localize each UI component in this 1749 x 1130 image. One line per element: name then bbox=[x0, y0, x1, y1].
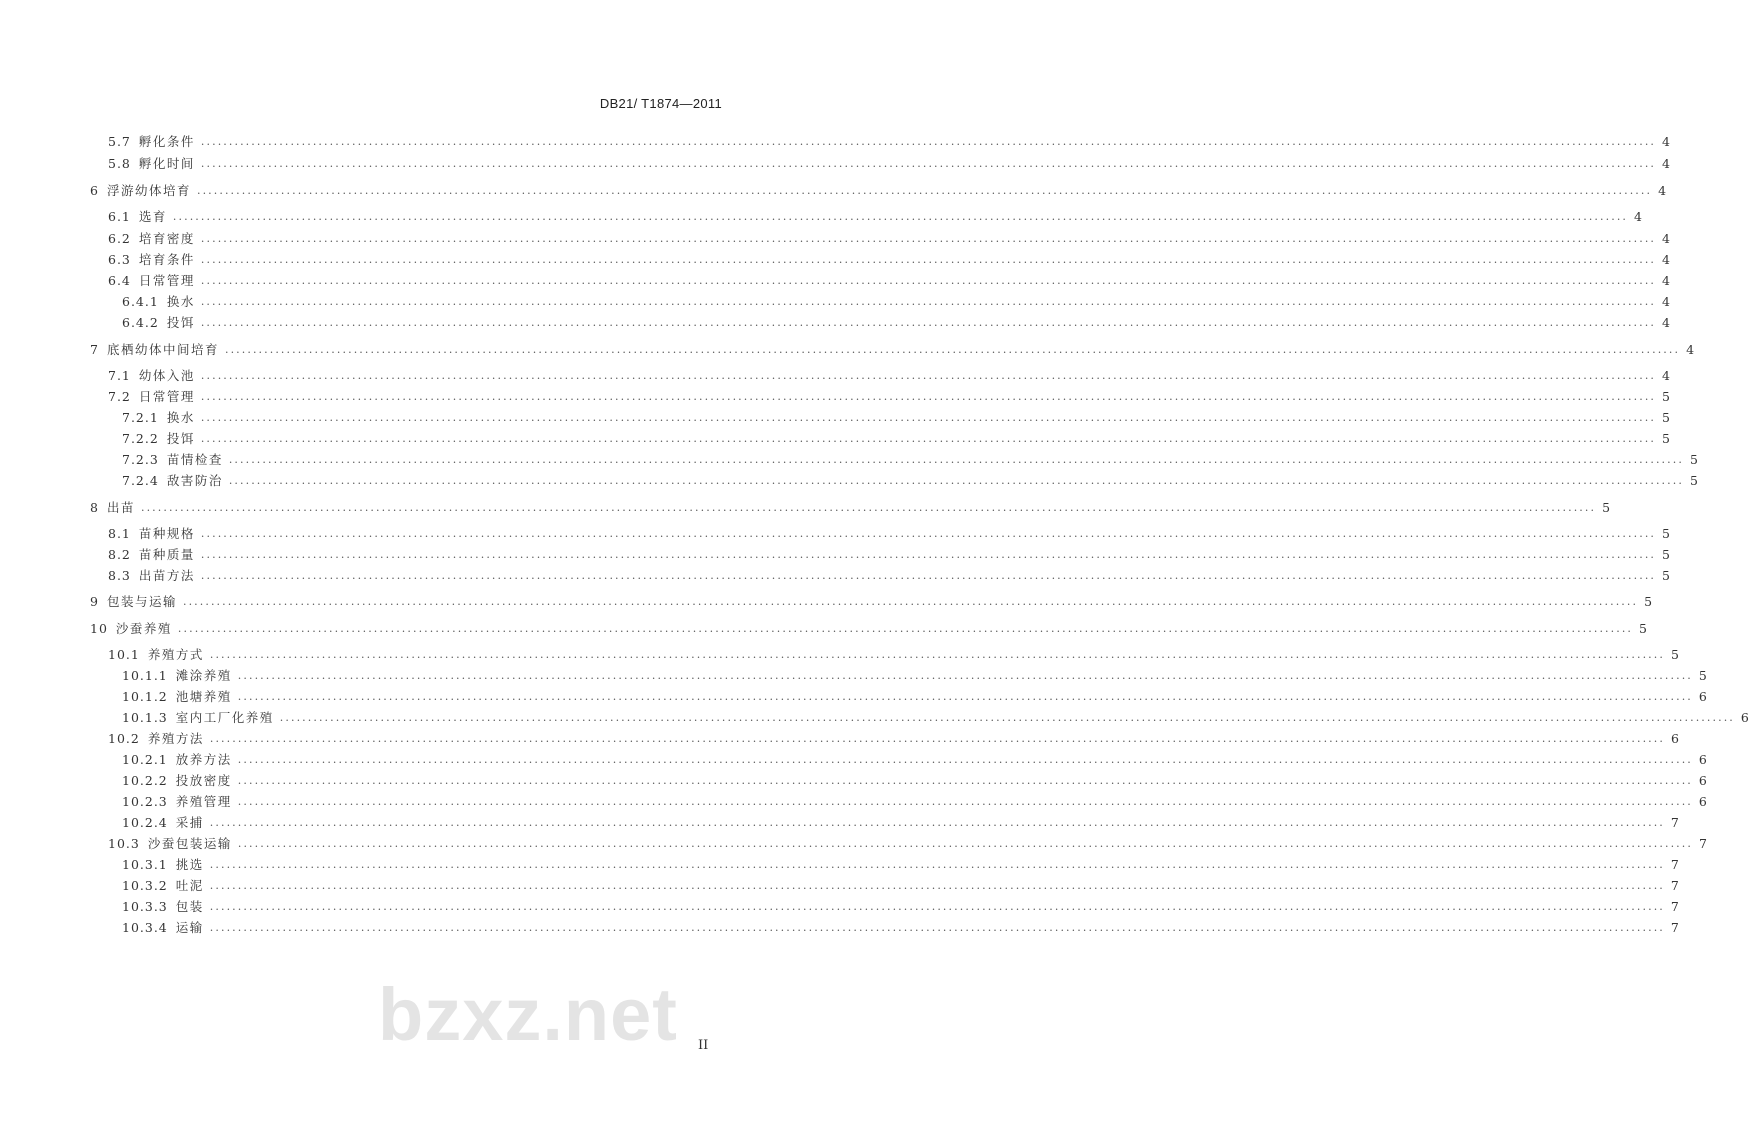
toc-entry-line bbox=[90, 182, 1667, 200]
toc-entry-line bbox=[122, 919, 1679, 937]
toc-entry-title: 投饵 bbox=[166, 431, 195, 446]
toc-entry-title: 养殖管理 bbox=[175, 794, 232, 809]
toc-entry-title: 挑选 bbox=[175, 857, 204, 872]
toc-leader-dots: .................................................................................................................................................................................................................................................................... bbox=[209, 858, 1665, 871]
toc-entry-number: 6.4.2 bbox=[122, 315, 159, 330]
toc-entry-line bbox=[108, 546, 1670, 564]
toc-leader-dots: .................................................................................................................................................................................................................................................................... bbox=[200, 548, 1657, 561]
toc-leader-dots: .................................................................................................................................................................................................................................................................... bbox=[209, 900, 1665, 913]
toc-entry[interactable] bbox=[0, 646, 1679, 664]
toc-entry-page: 4 bbox=[1686, 342, 1695, 357]
toc-entry-line bbox=[108, 388, 1670, 406]
toc-leader-dots: .................................................................................................................................................................................................................................................................... bbox=[279, 711, 1735, 724]
toc-entry-number: 9 bbox=[90, 594, 99, 609]
toc-entry-page: 7 bbox=[1670, 857, 1679, 872]
toc-entry[interactable] bbox=[0, 835, 1707, 853]
toc-leader-dots: .................................................................................................................................................................................................................................................................... bbox=[172, 210, 1629, 223]
toc-entry-line bbox=[108, 230, 1670, 248]
toc-entry-title: 投放密度 bbox=[175, 773, 232, 788]
toc-entry-title: 养殖方法 bbox=[147, 731, 204, 746]
toc-entry-title: 换水 bbox=[166, 294, 195, 309]
toc-entry-number: 10.3.2 bbox=[122, 878, 168, 893]
toc-leader-dots: .................................................................................................................................................................................................................................................................... bbox=[209, 921, 1665, 934]
toc-entry-line bbox=[122, 814, 1679, 832]
toc-entry-title: 苗种质量 bbox=[138, 547, 195, 562]
toc-entry-page: 5 bbox=[1662, 526, 1670, 541]
toc-entry[interactable] bbox=[0, 919, 1679, 937]
toc-entry-page: 7 bbox=[1670, 920, 1679, 935]
toc-entry[interactable] bbox=[0, 856, 1679, 874]
toc-entry-title: 包装与运输 bbox=[106, 594, 177, 609]
toc-entry[interactable] bbox=[0, 593, 1653, 611]
toc-entry-number: 7 bbox=[90, 342, 99, 357]
toc-entry-page: 7 bbox=[1670, 878, 1679, 893]
toc-entry-line bbox=[122, 793, 1707, 811]
toc-entry-title: 运输 bbox=[175, 920, 204, 935]
toc-entry[interactable] bbox=[0, 367, 1670, 385]
toc-entry-number: 10.2.3 bbox=[122, 794, 168, 809]
toc-entry-title: 培育条件 bbox=[138, 252, 195, 267]
toc-entry-number: 7.2.4 bbox=[122, 473, 159, 488]
toc-leader-dots: .................................................................................................................................................................................................................................................................... bbox=[200, 274, 1657, 287]
toc-entry-page: 5 bbox=[1639, 621, 1647, 636]
toc-leader-dots: .................................................................................................................................................................................................................................................................... bbox=[237, 774, 1693, 787]
toc-entry-page: 6 bbox=[1740, 710, 1749, 725]
toc-entry-page: 4 bbox=[1661, 315, 1670, 330]
toc-leader-dots: .................................................................................................................................................................................................................................................................... bbox=[224, 343, 1681, 356]
toc-leader-dots: .................................................................................................................................................................................................................................................................... bbox=[200, 157, 1657, 170]
toc-entry-title: 包装 bbox=[175, 899, 204, 914]
toc-entry[interactable] bbox=[0, 772, 1707, 790]
toc-entry-number: 8.2 bbox=[108, 547, 131, 562]
toc-entry-number: 10.3 bbox=[108, 836, 140, 851]
toc-entry-page: 6 bbox=[1698, 689, 1707, 704]
toc-entry[interactable] bbox=[0, 898, 1679, 916]
toc-leader-dots: .................................................................................................................................................................................................................................................................... bbox=[209, 879, 1665, 892]
toc-entry[interactable] bbox=[0, 877, 1679, 895]
toc-entry-line bbox=[122, 430, 1670, 448]
toc-entry-page: 6 bbox=[1698, 752, 1707, 767]
toc-entry-line bbox=[108, 272, 1670, 290]
toc-entry[interactable] bbox=[0, 709, 1749, 727]
toc-leader-dots: .................................................................................................................................................................................................................................................................... bbox=[237, 753, 1693, 766]
toc-entry-page: 7 bbox=[1698, 836, 1707, 851]
toc-entry[interactable] bbox=[0, 546, 1670, 564]
toc-entry-page: 4 bbox=[1662, 156, 1670, 171]
toc-entry-line bbox=[122, 314, 1670, 332]
toc-entry-number: 10.2.1 bbox=[122, 752, 168, 767]
toc-entry-line bbox=[122, 709, 1749, 727]
toc-entry-title: 养殖方式 bbox=[147, 647, 204, 662]
toc-entry[interactable] bbox=[0, 341, 1695, 359]
toc-entry-title: 采捕 bbox=[175, 815, 204, 830]
toc-entry-title: 换水 bbox=[166, 410, 195, 425]
toc-entry-page: 5 bbox=[1689, 473, 1698, 488]
toc-entry-number: 6.1 bbox=[108, 209, 131, 224]
toc-entry-line bbox=[108, 525, 1670, 543]
toc-entry-number: 5.7 bbox=[108, 134, 131, 149]
toc-leader-dots: .................................................................................................................................................................................................................................................................... bbox=[200, 316, 1656, 329]
toc-leader-dots: .................................................................................................................................................................................................................................................................... bbox=[182, 595, 1639, 608]
toc-entry-line bbox=[108, 251, 1670, 269]
toc-entry-number: 10.1.2 bbox=[122, 689, 168, 704]
toc-entry-title: 投饵 bbox=[166, 315, 195, 330]
toc-entry[interactable] bbox=[0, 272, 1670, 290]
toc-entry-number: 7.1 bbox=[108, 368, 131, 383]
toc-leader-dots: .................................................................................................................................................................................................................................................................... bbox=[200, 569, 1657, 582]
toc-leader-dots: .................................................................................................................................................................................................................................................................... bbox=[209, 732, 1665, 745]
toc-leader-dots: .................................................................................................................................................................................................................................................................... bbox=[237, 690, 1693, 703]
toc-entry-title: 苗情检查 bbox=[166, 452, 223, 467]
toc-entry-line bbox=[122, 293, 1670, 311]
toc-entry-number: 8.1 bbox=[108, 526, 131, 541]
toc-entry-title: 孵化条件 bbox=[138, 134, 195, 149]
toc-entry-page: 4 bbox=[1662, 231, 1670, 246]
page-number: II bbox=[698, 1038, 709, 1053]
toc-entry-number: 7.2.1 bbox=[122, 410, 159, 425]
toc-entry-number: 7.2.2 bbox=[122, 431, 159, 446]
toc-entry[interactable] bbox=[0, 230, 1670, 248]
toc-entry-title: 选育 bbox=[138, 209, 167, 224]
toc-entry[interactable] bbox=[0, 155, 1670, 173]
toc-entry[interactable] bbox=[0, 567, 1670, 585]
toc-entry-page: 7 bbox=[1670, 899, 1679, 914]
toc-entry-number: 10.3.3 bbox=[122, 899, 168, 914]
toc-entry[interactable] bbox=[0, 472, 1698, 490]
toc-leader-dots: .................................................................................................................................................................................................................................................................... bbox=[237, 669, 1693, 682]
toc-entry-line bbox=[90, 341, 1695, 359]
toc-entry[interactable] bbox=[0, 251, 1670, 269]
toc-leader-dots: .................................................................................................................................................................................................................................................................... bbox=[200, 411, 1656, 424]
toc-leader-dots: .................................................................................................................................................................................................................................................................... bbox=[200, 527, 1657, 540]
watermark: bzxz.net bbox=[378, 973, 678, 1056]
toc-entry-page: 5 bbox=[1662, 568, 1670, 583]
toc-entry-title: 沙蚕包装运输 bbox=[147, 836, 232, 851]
toc-entry-number: 6.3 bbox=[108, 252, 131, 267]
toc-entry-page: 4 bbox=[1662, 273, 1670, 288]
toc-entry[interactable] bbox=[0, 751, 1707, 769]
toc-entry-number: 10.3.1 bbox=[122, 857, 168, 872]
toc-entry-title: 敌害防治 bbox=[166, 473, 223, 488]
toc-entry-page: 5 bbox=[1689, 452, 1698, 467]
toc-entry-line bbox=[122, 451, 1698, 469]
toc-entry-line bbox=[122, 856, 1679, 874]
toc-entry-number: 10.2.4 bbox=[122, 815, 168, 830]
standard-code: DB21/ T1874—2011 bbox=[599, 96, 722, 111]
toc-entry-number: 10 bbox=[90, 621, 108, 636]
toc-entry-number: 10.2.2 bbox=[122, 773, 168, 788]
toc-entry-page: 5 bbox=[1670, 647, 1679, 662]
toc-entry-title: 放养方法 bbox=[175, 752, 232, 767]
toc-entry[interactable] bbox=[0, 388, 1670, 406]
toc-leader-dots: .................................................................................................................................................................................................................................................................... bbox=[237, 795, 1693, 808]
toc-entry-page: 4 bbox=[1634, 209, 1642, 224]
toc-entry[interactable] bbox=[0, 182, 1667, 200]
toc-leader-dots: .................................................................................................................................................................................................................................................................... bbox=[209, 816, 1665, 829]
toc-entry-title: 出苗方法 bbox=[138, 568, 195, 583]
toc-entry-line bbox=[108, 730, 1679, 748]
toc-leader-dots: .................................................................................................................................................................................................................................................................... bbox=[237, 837, 1693, 850]
toc-entry-line bbox=[122, 409, 1670, 427]
toc-entry[interactable] bbox=[0, 208, 1642, 226]
toc-entry-page: 4 bbox=[1662, 252, 1670, 267]
toc-entry-title: 底栖幼体中间培育 bbox=[106, 342, 219, 357]
toc-entry-line bbox=[108, 367, 1670, 385]
toc-leader-dots: .................................................................................................................................................................................................................................................................... bbox=[200, 295, 1656, 308]
toc-entry-line bbox=[122, 898, 1679, 916]
toc-entry-number: 5.8 bbox=[108, 156, 131, 171]
toc-entry-page: 6 bbox=[1698, 794, 1707, 809]
toc-entry-number: 10.1 bbox=[108, 647, 140, 662]
toc-entry-title: 浮游幼体培育 bbox=[106, 183, 191, 198]
toc-entry-page: 5 bbox=[1698, 668, 1707, 683]
toc-entry-line bbox=[108, 835, 1707, 853]
toc-leader-dots: .................................................................................................................................................................................................................................................................... bbox=[209, 648, 1665, 661]
toc-entry-line bbox=[108, 567, 1670, 585]
toc-entry[interactable] bbox=[0, 667, 1707, 685]
toc-leader-dots: .................................................................................................................................................................................................................................................................... bbox=[200, 135, 1657, 148]
toc-entry[interactable] bbox=[0, 525, 1670, 543]
toc-entry-number: 10.3.4 bbox=[122, 920, 168, 935]
toc-entry-page: 4 bbox=[1658, 183, 1667, 198]
toc-entry[interactable] bbox=[0, 814, 1679, 832]
toc-entry-number: 6.2 bbox=[108, 231, 131, 246]
toc-entry-line bbox=[122, 472, 1698, 490]
toc-entry-page: 4 bbox=[1662, 134, 1670, 149]
toc-entry-page: 7 bbox=[1670, 815, 1679, 830]
toc-entry-page: 6 bbox=[1670, 731, 1679, 746]
toc-leader-dots: .................................................................................................................................................................................................................................................................... bbox=[200, 390, 1657, 403]
toc-entry-line bbox=[108, 155, 1670, 173]
toc-entry-line bbox=[108, 646, 1679, 664]
toc-entry-line bbox=[108, 133, 1670, 151]
toc-entry-line bbox=[90, 593, 1653, 611]
toc-entry-number: 8 bbox=[90, 500, 99, 515]
toc-entry-page: 5 bbox=[1661, 410, 1670, 425]
toc-entry-line bbox=[90, 499, 1611, 517]
toc-entry-number: 10.1.3 bbox=[122, 710, 168, 725]
toc-leader-dots: .................................................................................................................................................................................................................................................................... bbox=[228, 453, 1684, 466]
toc-entry[interactable] bbox=[0, 430, 1670, 448]
toc-entry-title: 沙蚕养殖 bbox=[115, 621, 172, 636]
toc-entry-line bbox=[122, 751, 1707, 769]
toc-entry-number: 6.4 bbox=[108, 273, 131, 288]
toc-entry-line bbox=[122, 667, 1707, 685]
toc-entry-page: 5 bbox=[1644, 594, 1653, 609]
toc-entry-number: 8.3 bbox=[108, 568, 131, 583]
toc-entry-line bbox=[122, 877, 1679, 895]
toc-entry[interactable] bbox=[0, 293, 1670, 311]
toc-entry-title: 孵化时间 bbox=[138, 156, 195, 171]
toc-entry-line bbox=[108, 208, 1642, 226]
toc-entry-title: 日常管理 bbox=[138, 273, 195, 288]
toc-entry[interactable] bbox=[0, 451, 1698, 469]
toc-entry-title: 日常管理 bbox=[138, 389, 195, 404]
toc-leader-dots: .................................................................................................................................................................................................................................................................... bbox=[140, 501, 1597, 514]
toc-entry[interactable] bbox=[0, 688, 1707, 706]
toc-entry-number: 10.1.1 bbox=[122, 668, 168, 683]
toc-entry[interactable] bbox=[0, 730, 1679, 748]
toc-leader-dots: .................................................................................................................................................................................................................................................................... bbox=[200, 432, 1656, 445]
toc-entry-page: 5 bbox=[1661, 431, 1670, 446]
toc-entry[interactable] bbox=[0, 314, 1670, 332]
toc-entry-title: 培育密度 bbox=[138, 231, 195, 246]
toc-entry-title: 出苗 bbox=[106, 500, 135, 515]
toc-entry-title: 室内工厂化养殖 bbox=[175, 710, 274, 725]
toc-entry-page: 4 bbox=[1661, 294, 1670, 309]
toc-entry-number: 10.2 bbox=[108, 731, 140, 746]
toc-entry-title: 幼体入池 bbox=[138, 368, 195, 383]
toc-leader-dots: .................................................................................................................................................................................................................................................................... bbox=[200, 232, 1657, 245]
toc-entry-title: 滩涂养殖 bbox=[175, 668, 232, 683]
toc-leader-dots: .................................................................................................................................................................................................................................................................... bbox=[200, 253, 1657, 266]
toc-entry-number: 7.2 bbox=[108, 389, 131, 404]
toc-entry-page: 5 bbox=[1662, 547, 1670, 562]
toc-entry-title: 池塘养殖 bbox=[175, 689, 232, 704]
toc-entry[interactable] bbox=[0, 793, 1707, 811]
toc-entry-number: 6.4.1 bbox=[122, 294, 159, 309]
toc-entry-line bbox=[90, 620, 1647, 638]
toc-entry-number: 6 bbox=[90, 183, 99, 198]
toc-entry[interactable] bbox=[0, 409, 1670, 427]
toc-entry-title: 吐泥 bbox=[175, 878, 204, 893]
toc-entry-line bbox=[122, 688, 1707, 706]
toc-entry-page: 4 bbox=[1662, 368, 1670, 383]
toc-entry-line bbox=[122, 772, 1707, 790]
toc-entry-page: 6 bbox=[1698, 773, 1707, 788]
toc-entry-page: 5 bbox=[1602, 500, 1611, 515]
toc-entry[interactable] bbox=[0, 499, 1611, 517]
toc-entry-page: 5 bbox=[1662, 389, 1670, 404]
toc-entry[interactable] bbox=[0, 133, 1670, 151]
toc-leader-dots: .................................................................................................................................................................................................................................................................... bbox=[200, 369, 1657, 382]
toc-entry-title: 苗种规格 bbox=[138, 526, 195, 541]
toc-leader-dots: .................................................................................................................................................................................................................................................................... bbox=[196, 184, 1653, 197]
toc-entry[interactable] bbox=[0, 620, 1647, 638]
toc-leader-dots: .................................................................................................................................................................................................................................................................... bbox=[228, 474, 1684, 487]
toc-entry-number: 7.2.3 bbox=[122, 452, 159, 467]
toc-leader-dots: .................................................................................................................................................................................................................................................................... bbox=[177, 622, 1634, 635]
